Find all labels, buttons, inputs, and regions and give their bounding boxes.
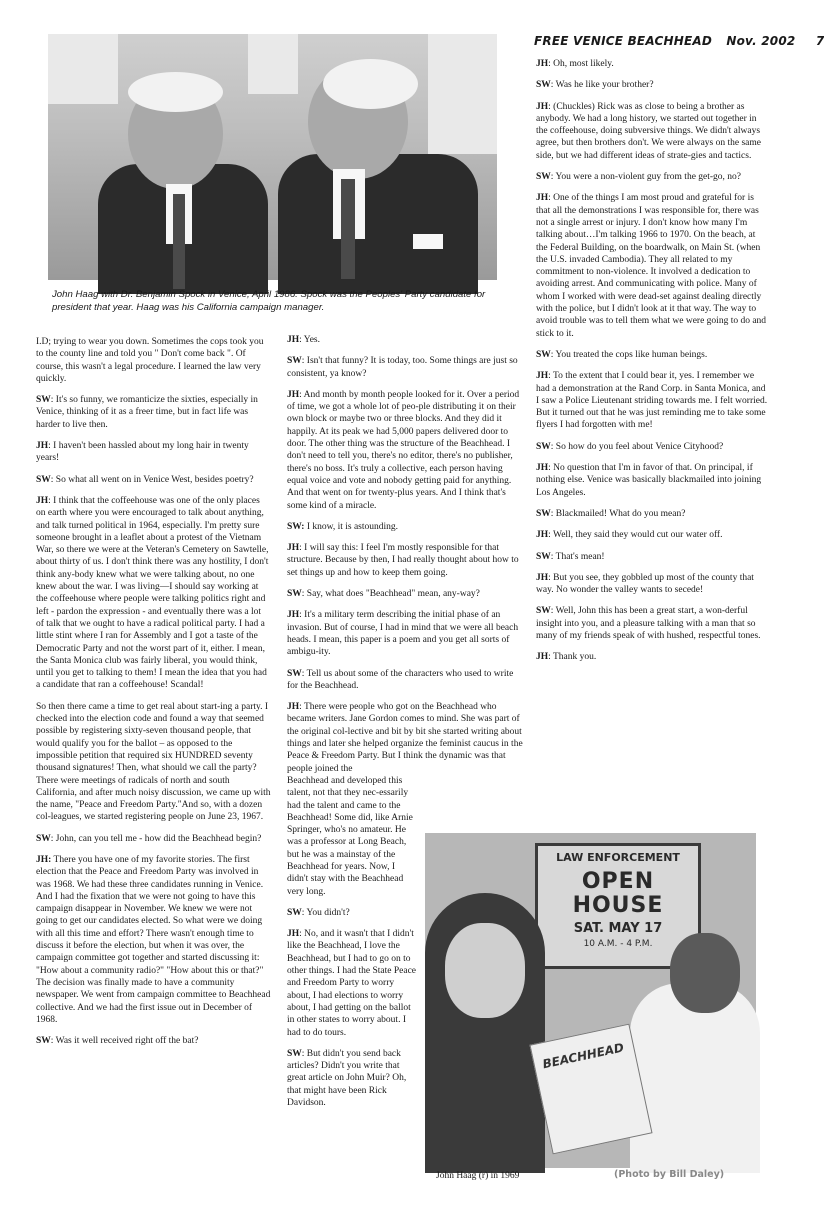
speaker-label: JH [536, 59, 549, 69]
paragraph: SW: So how do you feel about Venice Cityhood? [536, 441, 724, 452]
paragraph: SW: John, can you tell me - how did the Beachhead begin? [36, 833, 262, 844]
paragraph: SW: You treated the cops like human beings. [536, 349, 708, 360]
speaker-label: JH [536, 101, 549, 112]
speaker-label: JH: [36, 854, 52, 865]
paragraph: SW: Was he like your brother? [536, 80, 654, 91]
paragraph: JH: I haven't been hassled about my long hair in twenty years! [36, 441, 249, 464]
paragraph: So then there came a time to get real about start-ing a party. I checked into the election code and found a way that seemed possible by registering sixty-seven thousand people, that would qualify you for the ballot – as opposed to the impossible petition that required six HUNDRED seventy thousand signatures! Then, what should we call the party? There were meetings of radicals of north and south California, and after much noisy discussion, we came up with the name, "Peace and Freedom Party."And so, with a dozen col-leagues, we started registering people on June 23, 1967. [36, 701, 271, 823]
speaker-label: JH [287, 389, 300, 400]
paragraph: JH: Yes. [287, 335, 321, 345]
speaker-label: SW [36, 833, 51, 844]
speaker-label: SW [287, 589, 302, 600]
speaker-label: JH [536, 572, 549, 583]
paragraph: JH: It's a military term describing the initial phase of an invasion. But of course, I had in mind that we were all beach heads. I mean, this paper is a poem and you get all sorts of ambigu-ity. [287, 610, 519, 658]
paragraph: JH: And month by month people looked for it. Over a period of time, we got a whole lot of peo-ple distributing it on their own block or maybe two or three blocks. And they did it happily. At its peak we had 5,000 papers delivered door to door. The other thing was the structure of the Beachhead. I don't need to tell you, there's no editor, there's no publisher, there's no boss. It's truly a collective, each person having equal voice and vote and nobody getting paid for anything. And that went on for twenty-plus years. And I think that's some kind of a miracle. [287, 389, 520, 511]
speaker-label: JH [287, 929, 300, 940]
speaker-label: JH [36, 495, 49, 506]
paragraph: JH: No, and it wasn't that I didn't like the Beachhead, I love the Beachhead, but I had to go on to other things. I had the State Peace and Freedom Party to worry about, I had elections to worry about, I had getting on the ballot in other states to worry about. I had to do tours. [287, 929, 417, 1038]
speaker-label: SW [36, 474, 51, 485]
paragraph: SW: Tell us about some of the characters who used to write for the Beachhead. [287, 668, 514, 691]
paragraph: SW: So what all went on in Venice West, besides poetry? [36, 474, 254, 485]
speaker-label: SW [36, 1036, 51, 1047]
speaker-label: JH [287, 702, 300, 713]
paragraph: JH: (Chuckles) Rick was as close to being a brother as anybody. We had a long history, we started out together in the coffeehouse, doing subversive things. We didn't always agree, but then brothers don't. We were always on the same side, but we had different ideas of strate-gies and tactics. [536, 101, 762, 161]
speaker-label: JH [536, 530, 549, 541]
speaker-label: JH [36, 441, 49, 452]
speaker-label: JH [287, 610, 300, 621]
sign-line: SAT. MAY 17 [573, 921, 663, 937]
speaker-label: SW [536, 508, 551, 519]
speaker-label: SW [287, 1048, 302, 1059]
paper-name: FREE VENICE BEACHHEAD [534, 34, 712, 48]
speaker-label: SW: [287, 521, 305, 532]
speaker-label: SW [287, 356, 302, 367]
paragraph: SW: Blackmailed! What do you mean? [536, 508, 686, 519]
issue-date: Nov. 2002 [726, 34, 796, 48]
speaker-label: SW [536, 80, 551, 91]
paragraph: SW: I know, it is astounding. [287, 521, 399, 532]
article-column-3 [536, 58, 768, 673]
speaker-label: SW [536, 172, 551, 183]
speaker-label: JH [287, 335, 300, 345]
paragraph: I.D; trying to wear you down. Sometimes the cops took you to the county line and told you " Don't come back ". Of course, this wasn't a legal procedure. I learned the law very quickly. [36, 337, 264, 384]
speaker-label: SW [536, 441, 551, 452]
top-photo-caption: John Haag with Dr. Benjamin Spock in Venice, April 1986. Spock was the Peoples' Party candidate for president that year. Haag was his California campaign manager. [52, 289, 486, 313]
paragraph: SW: Well, John this has been a great start, a won-derful insight into you, and a pleasure talking with a man that so many of my friends speak of with hushed, respectful tones. [536, 606, 761, 641]
paragraph: SW: Was it well received right off the bat? [36, 1036, 199, 1047]
paragraph: SW: It's so funny, we romanticize the sixties, especially in Venice, thinking of it as a freer time, but in fact life was harder to live then. [36, 395, 258, 430]
beachhead-newspaper: BEACHHEAD [529, 1024, 652, 1155]
paragraph: JH: There were people who got on the Beachhead who became writers. Jane Gordon comes to mind. She was part of the original col-lective and bit by bit she started writing about things and later she helped organize the feminist caucus in the Peace & Freedom Party. But I think the dynamic was that people joined the [287, 702, 523, 774]
paragraph: JH: But you see, they gobbled up most of the county that way. No wonder the valley wants to secede! [536, 572, 754, 596]
paragraph: SW: You were a non-violent guy from the get-go, no? [536, 172, 742, 183]
speaker-label: SW [536, 551, 551, 562]
speaker-label: JH [536, 193, 549, 204]
photo-haag-1969 [425, 833, 756, 1168]
bottom-photo-caption: John Haag (r) in 1969 [436, 1171, 520, 1181]
paragraph: JH: Thank you. [536, 652, 597, 663]
paragraph: Beachhead and developed this talent, not that they nec-essarily had the talent and came to the Beachhead! Some did, like Arnie Springer, who's no amateur. He was a professor at Long Beach, but he was a mainstay of the Beachhead for years. Now, I didn't stay with the Beachhead very long. [287, 775, 413, 897]
sign-line: OPEN HOUSE [572, 869, 664, 919]
speaker-label: SW [287, 907, 302, 918]
photo-haag-spock [48, 34, 497, 280]
paragraph: JH: Oh, most likely. [536, 59, 614, 69]
masthead [534, 34, 824, 48]
sign-line: LAW ENFORCEMENT [556, 851, 680, 864]
photo-credit: (Photo by Bill Daley) [614, 1169, 725, 1180]
sign-line: 10 A.M. - 4 P.M. [583, 938, 653, 949]
paragraph: JH: There you have one of my favorite stories. The first election that the Peace and Freedom Party was involved in was 1968. We had these three candidates running in Venice. And I had the fixation that we were not going to have this campaign disappear in November. We knew we were not going to get our candidates elected. So what were we doing with all this time and effort? There wasn't enough time to discuss it before the election, but when it was over, the campaign committee got together and started discussing it: "How about a community radio?" "How about this or that?" The decision was finally made to have a community newspaper. We went from campaign committee to Beachhead collective. And we had the first issue out in December of 1968. [36, 854, 271, 1025]
speaker-label: SW [536, 349, 551, 360]
speaker-label: SW [36, 395, 51, 406]
speaker-label: JH [536, 652, 549, 663]
speaker-label: JH [287, 543, 300, 554]
speaker-label: SW [536, 606, 551, 617]
page-number: 7 [815, 34, 824, 48]
speaker-label: SW [287, 668, 302, 679]
paragraph: SW: That's mean! [536, 551, 605, 562]
paragraph: JH: No question that I'm in favor of that. On principal, if nothing else. Venice was basically blackmailed into joining Los Angeles. [536, 463, 762, 498]
paragraph: JH: I will say this: I feel I'm mostly responsible for that structure. Because by then, I had really thought about how to set things up and how to keep them going. [287, 543, 519, 578]
paragraph: JH: To the extent that I could bear it, yes. I remember we had a demonstration at the Rand Corp. in Santa Monica, and I saw a Police Lieutenant striding towards me. I felt worried. But it turned out that he was just reminding me to take some flyers I had forgotten with me! [536, 371, 768, 431]
speaker-label: JH [536, 371, 549, 382]
speaker-label: JH [536, 463, 549, 474]
paragraph: SW: You didn't? [287, 907, 350, 918]
paragraph: SW: Isn't that funny? It is today, too. Some things are just so consistent, ya know? [287, 356, 518, 379]
paragraph: JH: One of the things I am most proud and grateful for is that all the demonstrations I was responsible for, there was not a single arrest or injury. I don't know how many I'm talking about…I'm talking 1966 to 1970. On the beach, at the Federal Building, on the boardwalk, on Main St. (when the U.S. invaded Cambodia). They all related to my commitment to non-violence. It involved a dedication to avoiding arrest. And communicating with police. Many of whom I worked with were dead-set against dealing directly with the police, but I didn't look at it that way. The way to avoid trouble was to tell them what we were going to do and stick to it. [536, 193, 767, 339]
paragraph: JH: I think that the coffeehouse was one of the only places on earth where you were encouraged to talk about anything, and talk turned political in 1964, especially. I'm pretty sure someone brought in a leaflet about a protest of the Vietnam War, so there we were at the Veteran's Cemetery on Sawtelle, about thirty of us. I don't think there was any hostility, I don't think any-body knew what we were talking about, no one knew about the war. I was living—I should say working at the coffeehouse where people were talking politics right and left - pardon the expression - and eventually there was a lot of talk that we ought to have a radical political party. I had a little stint where I ran for Assembly and I got a taste of the Democratic Party and not the worst part of it, either. I mean, the Santa Monica club was fairly liberal, you would think, until you get to talking to them! I mean the idea that you had a candidate that ran a coffeehouse! Scandal! [36, 495, 269, 691]
article-column-1 [36, 336, 271, 1056]
paragraph: JH: Well, they said they would cut our water off. [536, 530, 723, 541]
paragraph: SW: But didn't you send back articles? Didn't you write that great article on John Muir? Oh, that might have been Rick Davidson. [287, 1048, 407, 1109]
paragraph: SW: Say, what does "Beachhead" mean, any-way? [287, 589, 480, 600]
